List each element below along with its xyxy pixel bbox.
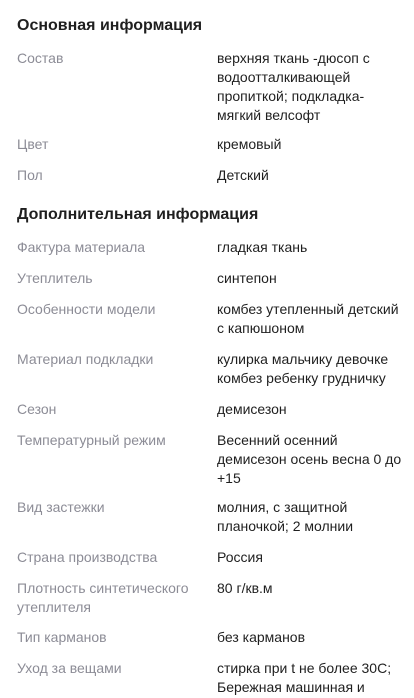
spec-value: Весенний осенний демисезон осень весна 0 до +15	[217, 432, 402, 486]
spec-label: Плотность синтетического утеплителя	[17, 580, 189, 615]
spec-value: демисезон	[217, 401, 287, 417]
spec-label: Утеплитель	[17, 270, 93, 286]
spec-label: Вид застежки	[17, 499, 105, 515]
extra-info-title: Дополнительная информация	[17, 206, 259, 223]
spec-value: Россия	[217, 549, 263, 565]
spec-value: без карманов	[217, 629, 306, 645]
spec-label: Особенности модели	[17, 301, 156, 317]
spec-label: Состав	[17, 50, 64, 66]
spec-value: молния, с защитной планочкой; 2 молнии	[217, 499, 354, 534]
spec-value: кулирка мальчику девочке комбез ребенку грудничку	[217, 351, 389, 386]
main-info-title: Основная информация	[17, 17, 203, 34]
spec-value: Детский	[217, 167, 269, 183]
spec-label: Страна производства	[17, 549, 158, 565]
spec-label: Тип карманов	[17, 629, 107, 645]
spec-label: Пол	[17, 167, 43, 183]
spec-value: 80 г/кв.м	[217, 580, 273, 596]
spec-label: Температурный режим	[17, 432, 166, 448]
spec-label: Цвет	[17, 136, 49, 152]
spec-label: Фактура материала	[17, 239, 146, 255]
spec-value: синтепон	[217, 270, 277, 286]
spec-value: верхняя ткань -дюсоп с водоотталкивающей пропиткой; подкладка- мягкий велсофт	[217, 50, 370, 123]
spec-label: Материал подкладки	[17, 351, 154, 367]
spec-value: комбез утепленный детский с капюшоном	[217, 301, 399, 336]
spec-value: кремовый	[217, 136, 282, 152]
spec-label: Сезон	[17, 401, 57, 417]
spec-value: стирка при t не более 30С; Бережная машинная и	[217, 660, 392, 695]
spec-label: Уход за вещами	[17, 660, 122, 676]
spec-value: гладкая ткань	[217, 239, 308, 255]
